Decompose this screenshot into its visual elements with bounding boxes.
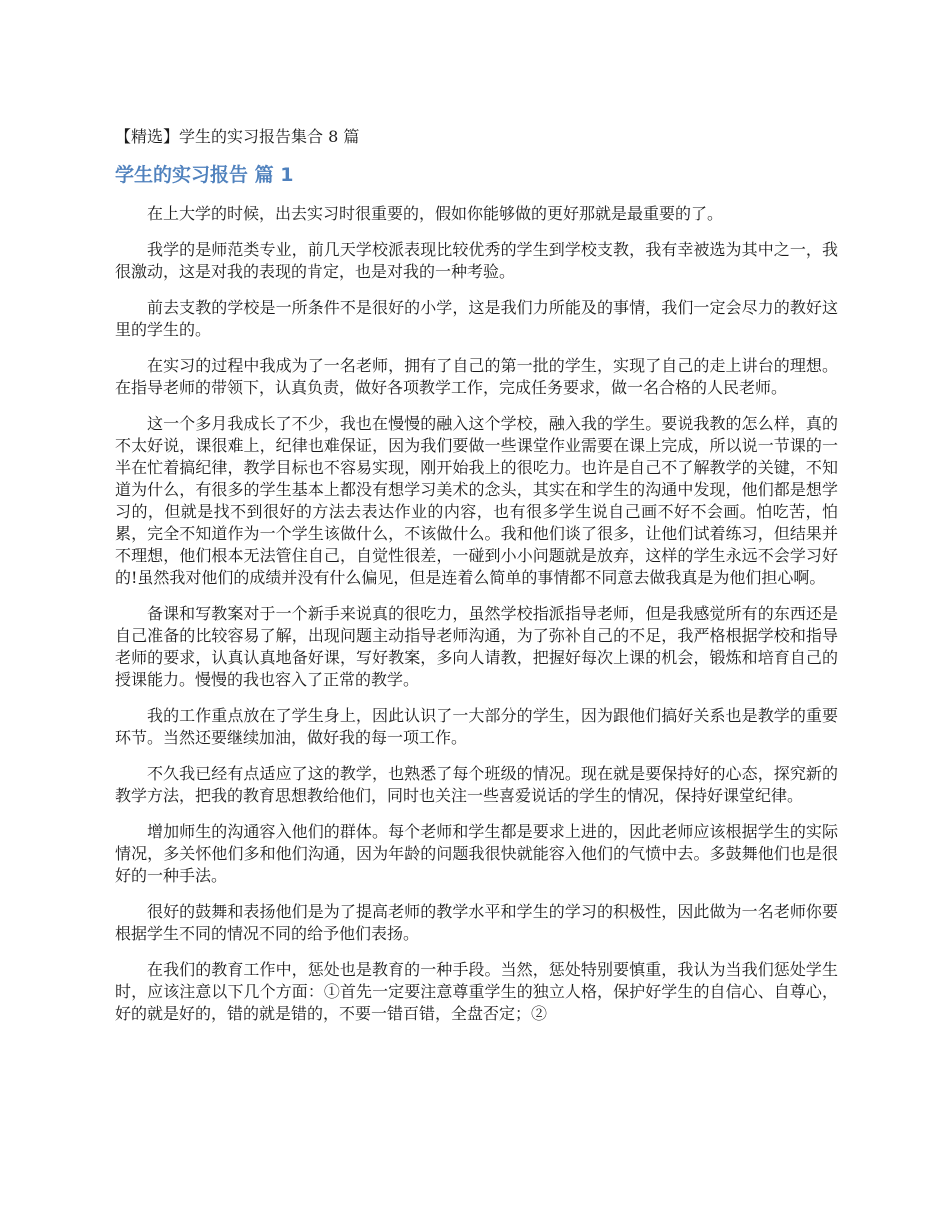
paragraph: 在实习的过程中我成为了一名老师，拥有了自己的第一批的学生，实现了自己的走上讲台的理想。在指导老师的带领下，认真负责，做好各项教学工作，完成任务要求，做一名合格的人民老师。 — [115, 356, 838, 397]
paragraph: 我学的是师范类专业，前几天学校派表现比较优秀的学生到学校支教，我有幸被选为其中之一，我很激动，这是对我的表现的肯定，也是对我的一种考验。 — [115, 240, 838, 281]
paragraph: 在上大学的时候，出去实习时很重要的，假如你能够做的更好那就是最重要的了。 — [147, 204, 724, 223]
document-title: 【精选】学生的实习报告集合 8 篇 — [115, 127, 360, 146]
paragraph: 增加师生的沟通容入他们的群体。每个老师和学生都是要求上进的，因此老师应该根据学生的实际情况，多关怀他们多和他们沟通，因为年龄的问题我很快就能容入他们的气愤中去。多鼓舞他们也是很好的一种手法。 — [115, 822, 838, 885]
paragraph: 我的工作重点放在了学生身上，因此认识了一大部分的学生，因为跟他们搞好关系也是教学的重要环节。当然还要继续加油，做好我的每一项工作。 — [115, 706, 838, 747]
document-body — [115, 203, 838, 1025]
paragraph: 这一个多月我成长了不少，我也在慢慢的融入这个学校，融入我的学生。要说我教的怎么样，真的不太好说，课很难上，纪律也难保证，因为我们要做一些课堂作业需要在课上完成，所以说一节课的一半在忙着搞纪律，教学目标也不容易实现，刚开始我上的很吃力。也许是自己不了解教学的关键，不知道为什么，有很多的学生基本上都没有想学习美术的念头，其实在和学生的沟通中发现，他们都是想学习的，但就是找不到很好的方法去表达作业的内容，也有很多学生说自己画不好不会画。怕吃苦，怕累，完全不知道作为一个学生该做什么，不该做什么。我和他们谈了很多，让他们试着练习，但结果并不理想，他们根本无法管住自己，自觉性很差，一碰到小小问题就是放弃，这样的学生永远不会学习好的!虽然我对他们的成绩并没有什么偏见，但是连着么简单的事情都不同意去做我真是为他们担心啊。 — [115, 414, 838, 587]
section-heading: 学生的实习报告 篇 1 — [115, 164, 294, 186]
paragraph: 在我们的教育工作中，惩处也是教育的一种手段。当然，惩处特别要慎重，我认为当我们惩处学生时，应该注意以下几个方面：①首先一定要注意尊重学生的独立人格，保护好学生的自信心、自尊心，好的就是好的，错的就是错的，不要一错百错，全盘否定；② — [115, 960, 838, 1023]
document-page — [115, 125, 838, 1039]
paragraph: 备课和写教案对于一个新手来说真的很吃力，虽然学校指派指导老师，但是我感觉所有的东西还是自己准备的比较容易了解，出现问题主动指导老师沟通，为了弥补自己的不足，我严格根据学校和指导老师的要求，认真认真地备好课，写好教案，多向人请教，把握好每次上课的机会，锻炼和培育自己的授课能力。慢慢的我也容入了正常的教学。 — [115, 604, 838, 689]
paragraph: 不久我已经有点适应了这的教学，也熟悉了每个班级的情况。现在就是要保持好的心态，探究新的教学方法，把我的教育思想教给他们，同时也关注一些喜爱说话的学生的情况，保持好课堂纪律。 — [115, 764, 838, 805]
paragraph: 前去支教的学校是一所条件不是很好的小学，这是我们力所能及的事情，我们一定会尽力的教好这里的学生的。 — [115, 298, 838, 339]
paragraph: 很好的鼓舞和表扬他们是为了提高老师的教学水平和学生的学习的积极性，因此做为一名老师你要根据学生不同的情况不同的给予他们表扬。 — [115, 902, 838, 943]
